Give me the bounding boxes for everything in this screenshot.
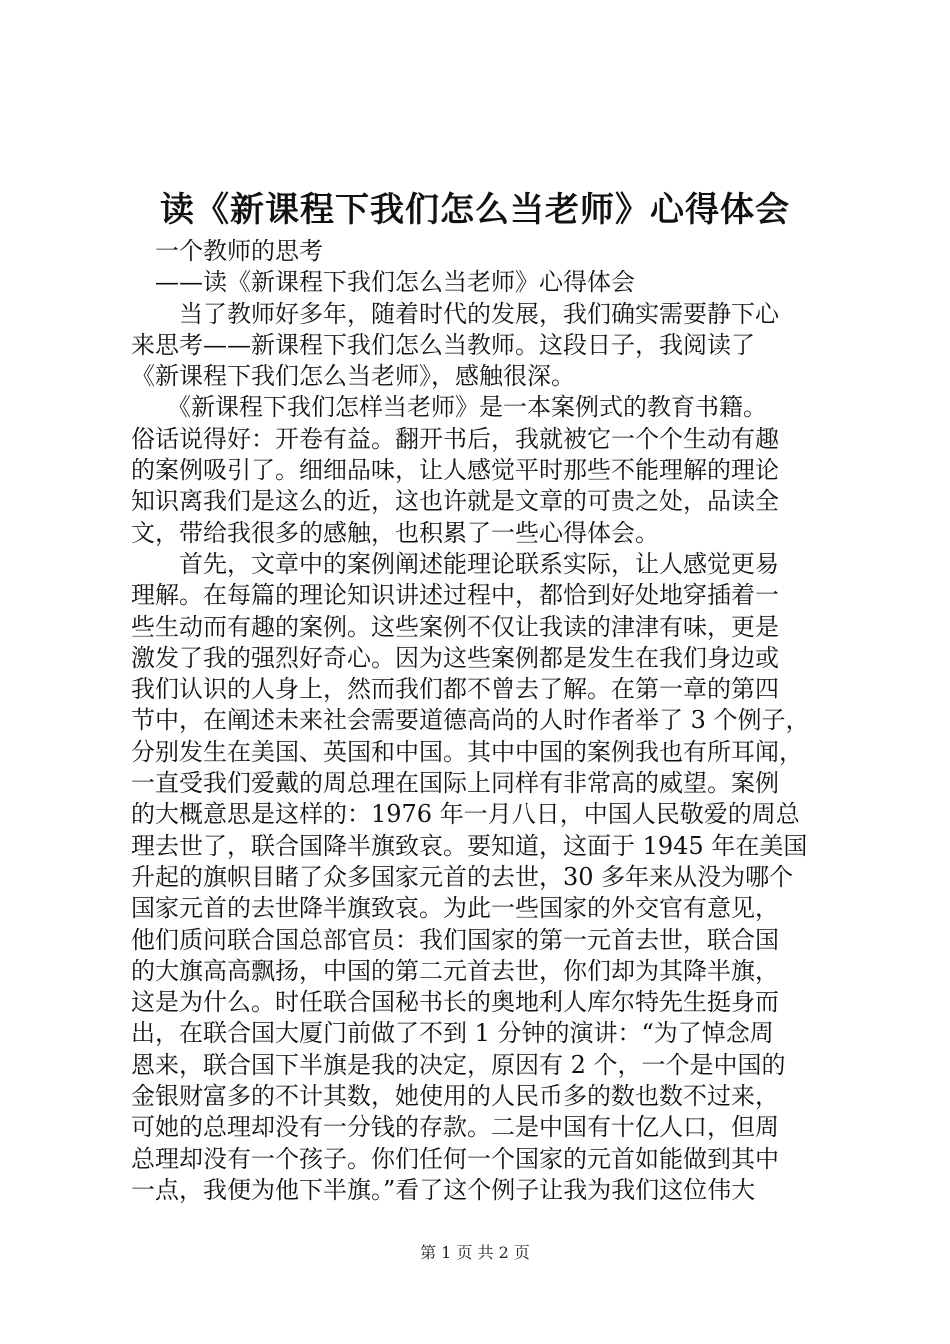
body-line: 俗话说得好：开卷有益。翻开书后，我就被它一个个生动有趣: [131, 424, 779, 453]
body-line: 当了教师好多年，随着时代的发展，我们确实需要静下心: [131, 299, 779, 328]
body-line: 出，在联合国大厦门前做了不到 1 分钟的演讲：“为了悼念周: [131, 1019, 774, 1048]
body-line: 一点，我便为他下半旗。”看了这个例子让我为我们这位伟大: [131, 1175, 756, 1204]
body-line: 文，带给我很多的感触，也积累了一些心得体会。: [131, 518, 659, 547]
body-line: 可她的总理却没有一分钱的存款。二是中国有十亿人口，但周: [131, 1113, 779, 1142]
body-line: ——读《新课程下我们怎么当老师》心得体会: [131, 268, 635, 297]
body-line: 首先，文章中的案例阐述能理论联系实际，让人感觉更易: [131, 549, 779, 578]
body-line: 一个教师的思考: [131, 237, 323, 265]
body-line: 的大旗高高飘扬，中国的第二元首去世，你们却为其降半旗，: [131, 956, 779, 985]
body-line: 激发了我的强烈好奇心。因为这些案例都是发生在我们身边或: [131, 643, 779, 672]
body-line: 一直受我们爱戴的周总理在国际上同样有非常高的威望。案例: [131, 769, 779, 798]
body-line: 我们认识的人身上，然而我们都不曾去了解。在第一章的第四: [131, 675, 779, 704]
document-body: [131, 236, 831, 1206]
body-line: 恩来，联合国下半旗是我的决定，原因有 2 个，一个是中国的: [131, 1050, 786, 1079]
body-line: 分别发生在美国、英国和中国。其中中国的案例我也有所耳闻，: [131, 737, 803, 766]
body-line: 理去世了，联合国降半旗致哀。要知道，这面于 1945 年在美国: [131, 831, 808, 860]
body-line: 《新课程下我们怎么当老师》，感触很深。: [131, 362, 575, 391]
document-title: 读《新课程下我们怎么当老师》心得体会: [160, 190, 790, 230]
body-line: 他们质问联合国总部官员：我们国家的第一元首去世，联合国: [131, 925, 779, 954]
body-line: 的案例吸引了。细细品味，让人感觉平时那些不能理解的理论: [131, 456, 779, 485]
body-line: 金银财富多的不计其数，她使用的人民币多的数也数不过来，: [131, 1082, 779, 1111]
body-line: 总理却没有一个孩子。你们任何一个国家的元首如能做到其中: [131, 1144, 779, 1173]
body-line: 来思考——新课程下我们怎么当教师。这段日子，我阅读了: [131, 330, 755, 359]
page-footer: 第 1 页 共 2 页: [420, 1243, 530, 1262]
body-line: 这是为什么。时任联合国秘书长的奥地利人库尔特先生挺身而: [131, 988, 779, 1017]
body-line: 节中，在阐述未来社会需要道德高尚的人时作者举了 3 个例子，: [131, 706, 810, 735]
body-line: 国家元首的去世降半旗致哀。为此一些国家的外交官有意见，: [131, 894, 779, 923]
body-line: 些生动而有趣的案例。这些案例不仅让我读的津津有味，更是: [131, 612, 779, 641]
body-line: 《新课程下我们怎样当老师》是一本案例式的教育书籍。: [131, 393, 767, 422]
body-line: 知识离我们是这么的近，这也许就是文章的可贵之处，品读全: [131, 487, 779, 516]
body-line: 的大概意思是这样的：1976 年一月八日，中国人民敬爱的周总: [131, 800, 800, 829]
body-line: 升起的旗帜目睹了众多国家元首的去世，30 多年来从没为哪个: [131, 862, 794, 891]
body-line: 理解。在每篇的理论知识讲述过程中，都恰到好处地穿插着一: [131, 581, 779, 610]
